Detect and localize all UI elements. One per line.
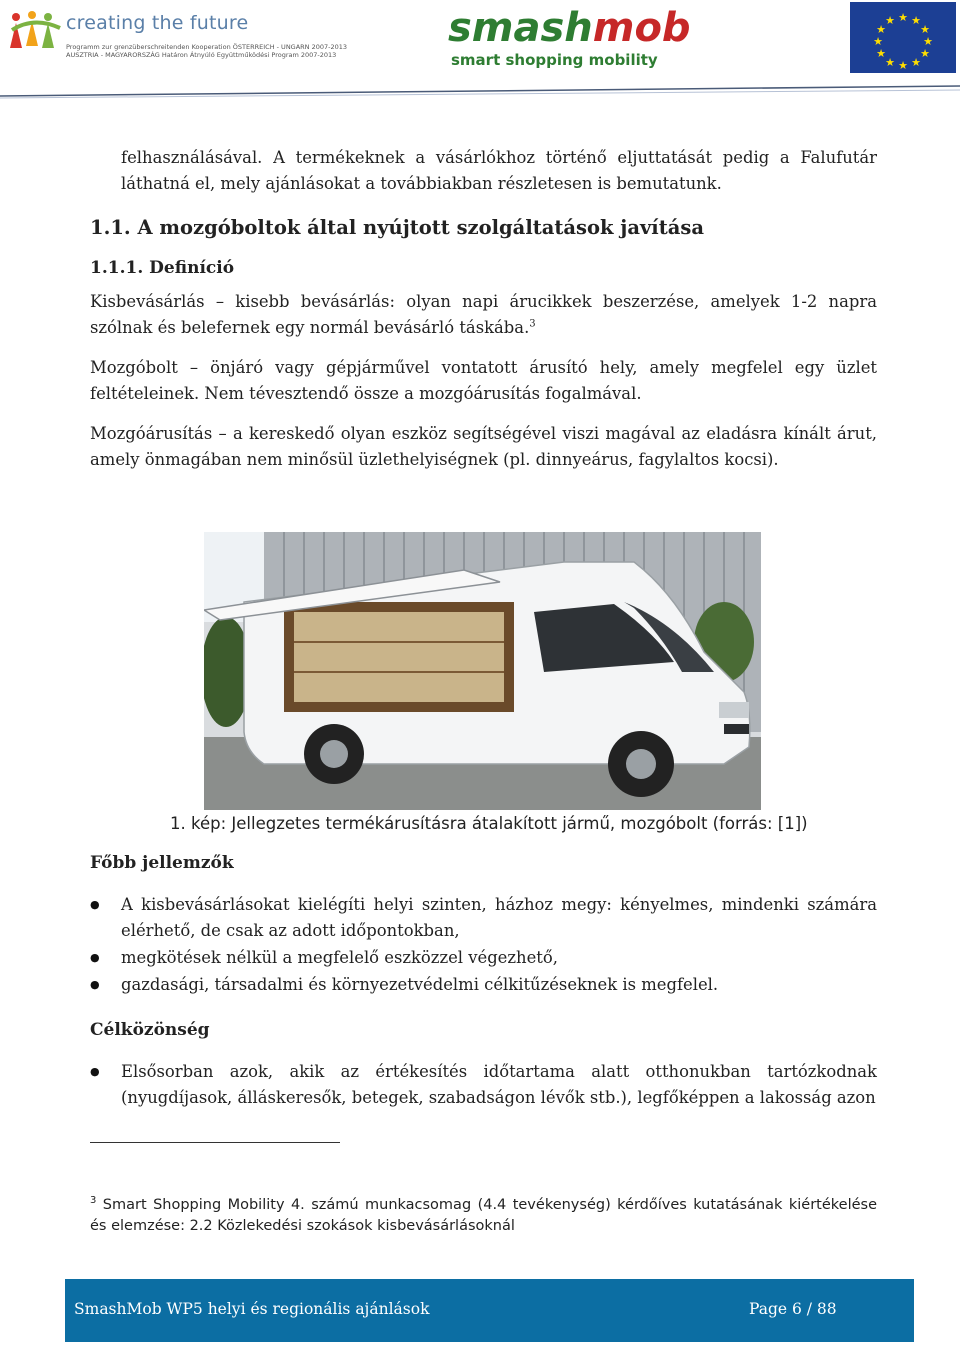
page-header xyxy=(0,0,960,105)
partner-logo-line-1: Programm zur grenzüberschreitenden Kooperation ÖSTERREICH - UNGARN 2007-2013 xyxy=(66,43,348,51)
svg-text:★: ★ xyxy=(876,47,886,60)
mobile-shop-van-photo xyxy=(204,532,761,810)
svg-text:★: ★ xyxy=(923,35,933,48)
smashmob-wordmark-part2: mob xyxy=(592,5,691,51)
svg-text:★: ★ xyxy=(898,59,908,72)
definition-kisbevasarlas-text: Kisbevásárlás – kisebb bevásárlás: olyan napi árucikkek beszerzése, amelyek 1-2 napra szólnak és belefernek egy normál bevásárló táskába. xyxy=(90,292,877,337)
svg-text:★: ★ xyxy=(911,56,921,69)
smashmob-wordmark xyxy=(448,6,691,50)
subsection-heading: 1.1.1. Definíció xyxy=(90,258,235,278)
audience-list xyxy=(90,1059,877,1111)
list-item: ● megkötések nélkül a megfelelő eszközzel végezhető, xyxy=(90,945,877,971)
svg-text:★: ★ xyxy=(898,11,908,24)
svg-text:★: ★ xyxy=(885,14,895,27)
definition-kisbevasarlas xyxy=(90,289,877,341)
list-item: ● A kisbevásárlásokat kielégíti helyi szinten, házhoz megy: kényelmes, mindenki számára elérhető, de csak az adott időpontokban, xyxy=(90,892,877,944)
footnote xyxy=(90,1195,877,1237)
footnote-ref: 3 xyxy=(529,318,536,330)
definition-mozgoarusitas: Mozgóárusítás – a kereskedő olyan eszköz segítségével viszi magával az eladásra kínált árut, amely önmagában nem minősül üzlethelyiségnek (pl. dinnyeárus, fagylaltos kocsi). xyxy=(90,424,877,469)
creating-the-future-logo xyxy=(8,10,348,70)
svg-text:★: ★ xyxy=(920,23,930,36)
people-figures-icon xyxy=(8,10,64,50)
eu-flag-icon xyxy=(850,2,956,73)
svg-text:★: ★ xyxy=(885,56,895,69)
svg-text:★: ★ xyxy=(873,35,883,48)
svg-text:★: ★ xyxy=(920,47,930,60)
audience-heading: Célközönség xyxy=(90,1020,210,1040)
smashmob-wordmark-part1: smash xyxy=(448,5,593,51)
features-list xyxy=(90,892,877,998)
header-divider xyxy=(0,82,960,104)
footer-title: SmashMob WP5 helyi és regionális ajánlások xyxy=(74,1300,430,1318)
partner-logo-line-2: AUSZTRIA - MAGYARORSZÁG Határon Átnyúló Együttműködési Program 2007-2013 xyxy=(66,51,337,59)
audience-section xyxy=(90,1020,877,1111)
intro-paragraph: felhasználásával. A termékeknek a vásárlókhoz történő eljuttatását pedig a Falufutár láthatná el, mely ajánlásokat a továbbiakban részletesen is bemutatunk. xyxy=(121,148,877,193)
footnote-text: Smart Shopping Mobility 4. számú munkacsomag (4.4 tevékenység) kérdőíves kutatásának kiértékelése és elemzése: 2.2 Közlekedési szokások kisbevásárlásoknál xyxy=(90,1197,877,1234)
footnote-number: 3 xyxy=(90,1195,97,1207)
svg-text:★: ★ xyxy=(911,14,921,27)
features-heading: Főbb jellemzők xyxy=(90,853,234,873)
svg-text:★: ★ xyxy=(876,23,886,36)
page-footer xyxy=(65,1279,914,1342)
section-heading: 1.1. A mozgóboltok által nyújtott szolgáltatások javítása xyxy=(90,216,704,239)
figure-caption: 1. kép: Jellegzetes termékárusításra átalakított jármű, mozgóbolt (forrás: [1]) xyxy=(170,814,808,833)
definition-mozgobolt: Mozgóbolt – önjáró vagy gépjárművel vontatott árusító hely, amely megfelel egy üzlet feltételeinek. Nem tévesztendő össze a mozgóárusítás fogalmával. xyxy=(90,358,877,403)
smashmob-logo xyxy=(448,5,691,76)
footnote-separator xyxy=(90,1142,340,1143)
list-item: ● Elsősorban azok, akik az értékesítés időtartama alatt otthonukban tartózkodnak (nyugdíjasok, álláskeresők, betegek, szabadságon lévők stb.), legfőképpen a lakosság azon xyxy=(90,1059,877,1111)
smashmob-tagline: smart shopping mobility xyxy=(451,51,658,69)
page-number: Page 6 / 88 xyxy=(749,1300,837,1318)
partner-logo-title: creating the future xyxy=(66,12,249,34)
page-body xyxy=(90,145,877,473)
list-item: ● gazdasági, társadalmi és környezetvédelmi célkitűzéseknek is megfelel. xyxy=(90,972,877,998)
features-section xyxy=(90,853,877,998)
